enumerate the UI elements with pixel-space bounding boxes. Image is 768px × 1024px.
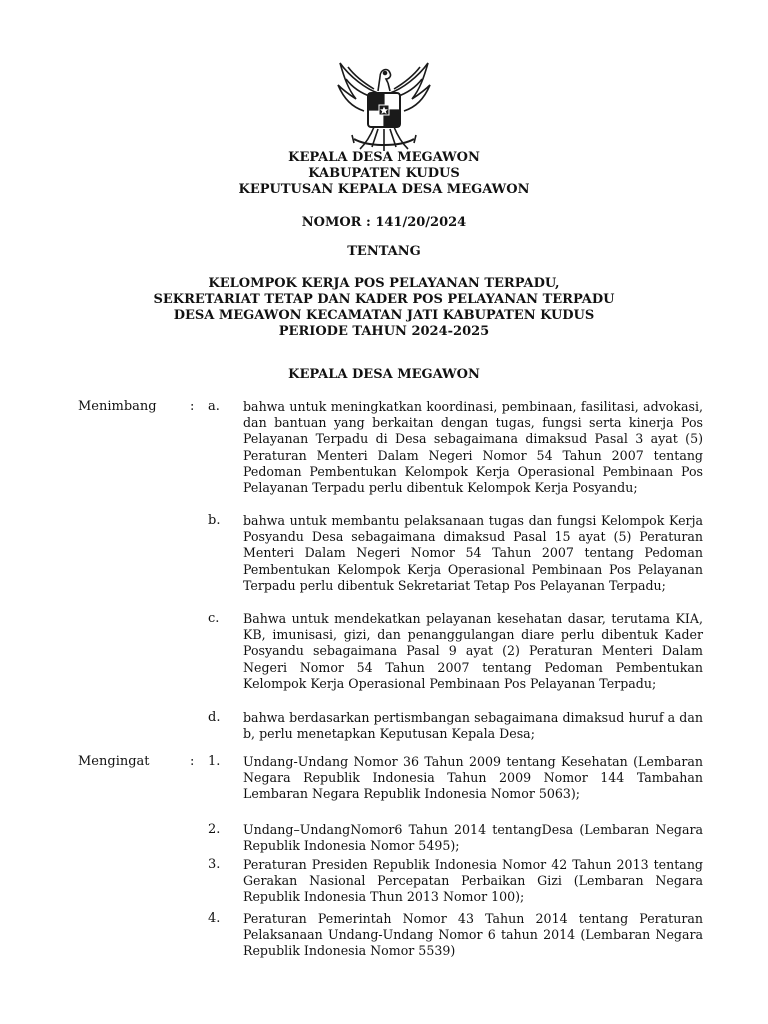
institution-line-3: KEPUTUSAN KEPALA DESA MEGAWON [238,182,530,197]
recalling-colon: : [190,754,195,769]
considering-item-d: bahwa berdasarkan pertismbangan sebagaimana dimaksud huruf a dan b, perlu menetapkan Keputusan Kepala Desa; [243,710,703,742]
recalling-item-1: Undang-Undang Nomor 36 Tahun 2009 tentang Kesehatan (Lembaran Negara Republik Indonesia Tahun 2009 Nomor 144 Tambahan Lembaran Negara Republik Indonesia Nomor 5063); [243,754,703,802]
considering-item-a: bahwa untuk meningkatkan koordinasi, pembinaan, fasilitasi, advokasi, dan bantuan yang berkaitan dengan tugas, fungsi serta kinerja Pos Pelayanan Terpadu di Desa sebagaimana dimaksud Pasal 3 ayat (5) Peraturan Menteri Dalam Negeri Nomor 54 Tahun 2007 tentang Pedoman Pembentukan Kelompok Kerja Operasional Pembinaan Pos Pelayanan Terpadu perlu dibentuk Kelompok Kerja Posyandu; [243,399,703,496]
considering-marker-b: b. [208,513,221,528]
institution-line-1: KEPALA DESA MEGAWON [288,150,480,165]
official-title: KEPALA DESA MEGAWON [288,367,480,382]
decree-number: NOMOR : 141/20/2024 [301,215,467,230]
garuda-emblem-icon [330,55,438,155]
recalling-marker-1: 1. [208,754,221,769]
subject-line-4: PERIODE TAHUN 2024-2025 [278,324,490,339]
considering-label: Menimbang [78,399,157,414]
recalling-marker-4: 4. [208,911,221,926]
considering-marker-d: d. [208,710,221,725]
considering-item-b: bahwa untuk membantu pelaksanaan tugas dan fungsi Kelompok Kerja Posyandu Desa sebagaimana dimaksud Pasal 15 ayat (5) Peraturan Menteri Dalam Negeri Nomor 54 Tahun 2007 tentang Pedoman Pembentukan Kelompok Kerja Operasional Pembinaan Pos Pelayanan Terpadu perlu dibentuk Sekretariat Tetap Pos Pelayanan Terpadu; [243,513,703,593]
recalling-label: Mengingat [78,754,150,769]
about-label: TENTANG [347,244,421,259]
recalling-item-2: Undang–UndangNomor6 Tahun 2014 tentangDesa (Lembaran Negara Republik Indonesia Nomor 5495); [243,822,703,854]
considering-item-c: Bahwa untuk mendekatkan pelayanan kesehatan dasar, terutama KIA, KB, imunisasi, gizi, dan penanggulangan diare perlu dibentuk Kader Posyandu sebagaimana Pasal 9 ayat (2) Peraturan Menteri Dalam Negeri Nomor 54 Tahun 2007 tentang Pedoman Pembentukan Kelompok Kerja Operasional Pembinaan Pos Pelayanan Terpadu; [243,611,703,691]
considering-colon: : [190,399,195,414]
considering-marker-c: c. [208,611,220,626]
recalling-item-4: Peraturan Pemerintah Nomor 43 Tahun 2014 tentang Peraturan Pelaksanaan Undang-Undang Nomor 6 tahun 2014 (Lembaran Negara Republik Indonesia Nomor 5539) [243,911,703,959]
recalling-marker-3: 3. [208,857,221,872]
institution-line-2: KABUPATEN KUDUS [308,166,460,181]
considering-marker-a: a. [208,399,220,414]
subject-line-2: SEKRETARIAT TETAP DAN KADER POS PELAYANAN TERPADU [153,292,615,307]
subject-line-3: DESA MEGAWON KECAMATAN JATI KABUPATEN KUDUS [173,308,595,323]
recalling-item-3: Peraturan Presiden Republik Indonesia Nomor 42 Tahun 2013 tentang Gerakan Nasional Percepatan Perbaikan Gizi (Lembaran Negara Republik Indonesia Thun 2013 Nomor 100); [243,857,703,905]
recalling-marker-2: 2. [208,822,221,837]
subject-line-1: KELOMPOK KERJA POS PELAYANAN TERPADU, [208,276,560,291]
